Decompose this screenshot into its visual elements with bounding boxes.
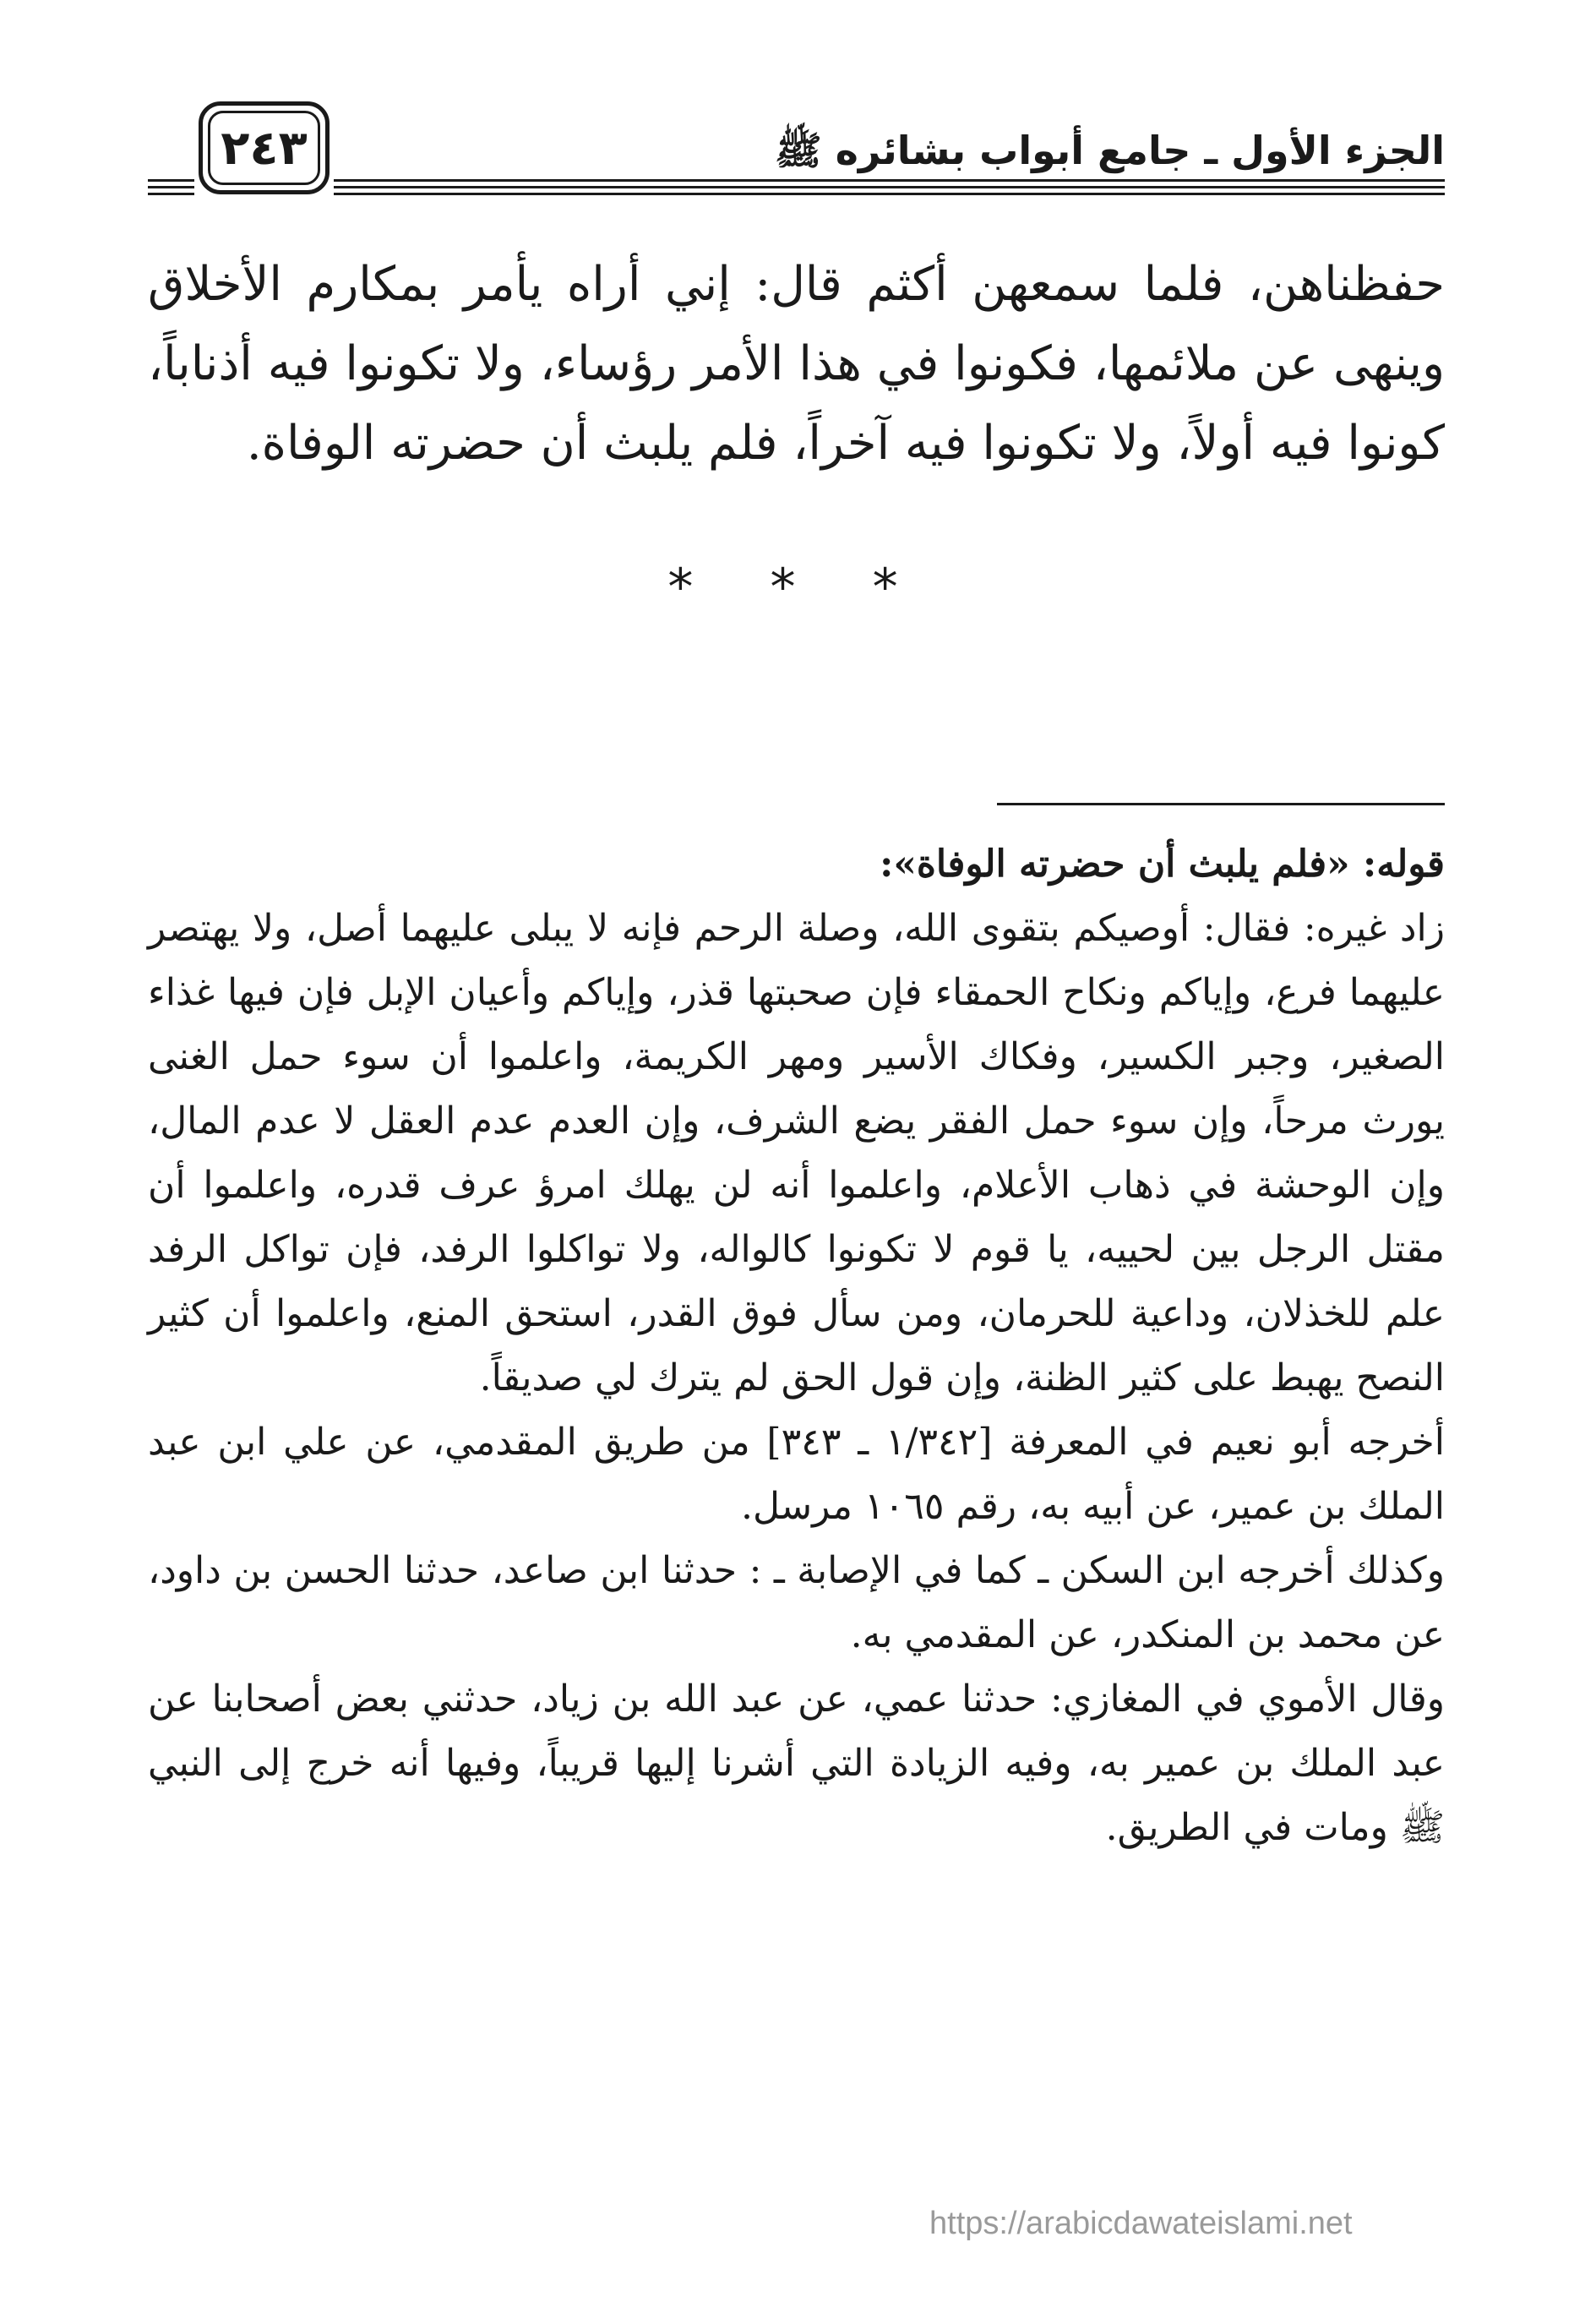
footnotes xyxy=(148,832,1445,1860)
page-header xyxy=(148,101,1445,194)
header-rule-left xyxy=(148,179,194,182)
section-separator: * * * xyxy=(667,558,929,617)
watermark-url: https://arabicdawateislami.net xyxy=(929,2206,1353,2241)
footnote-paragraph: وكذلك أخرجه ابن السكن ـ كما في الإصابة ـ : حدثنا ابن صاعد، حدثنا الحسن بن داود، عن محمد بن المنكدر، عن المقدمي به. xyxy=(148,1549,1445,1656)
footnote-paragraph: أخرجه أبو نعيم في المعرفة [١/٣٤٢ ـ ٣٤٣] من طريق المقدمي، عن علي ابن عبد الملك بن عمير، عن أبيه به، رقم ١٠٦٥ مرسل. xyxy=(148,1421,1445,1528)
header-rule-left xyxy=(148,193,194,195)
header-rule xyxy=(334,193,1445,195)
header-rule xyxy=(334,179,1445,182)
footnote-heading: قوله: «فلم يلبث أن حضرته الوفاة»: xyxy=(880,843,1445,886)
footnote-rule xyxy=(997,803,1445,805)
page-number-frame xyxy=(199,101,330,194)
main-text: حفظناهن، فلما سمعهن أكثم قال: إني أراه يأمر بمكارم الأخلاق وينهى عن ملائمها، فكونوا في هذا الأمر رؤساء، ولا تكونوا فيه أذناباً، كونوا فيه أولاً، ولا تكونوا فيه آخراً، فلم يلبث أن حضرته الوفاة. xyxy=(148,257,1445,471)
running-title: الجزء الأول ـ جامع أبواب بشائره ﷺ xyxy=(775,128,1445,173)
footnote-paragraph: زاد غيره: فقال: أوصيكم بتقوى الله، وصلة الرحم فإنه لا يبلى عليهما أصل، ولا يهتصر عليهما فرع، وإياكم ونكاح الحمقاء فإن صحبتها قذر، وإياكم وأعيان الإبل فإن فيها غذاء الصغير، وجبر الكسير، وفكاك الأسير ومهر الكريمة، واعلموا أن سوء حمل الغنى يورث مرحاً، وإن سوء حمل الفقر يضع الشرف، وإن العدم عدم العقل لا عدم المال، وإن الوحشة في ذهاب الأعلام، واعلموا أنه لن يهلك امرؤ عرف قدره، واعلموا أن مقتل الرجل بين لحييه، يا قوم لا تكونوا كالواله، ولا تواكلوا الرفد، فإن تواكل الرفد علم للخذلان، وداعية للحرمان، ومن سأل فوق القدر، استحق المنع، واعلموا أن كثير النصح يهبط على كثير الظنة، وإن قول الحق لم يترك لي صديقاً. xyxy=(148,907,1445,1399)
page-number: ٢٤٣ xyxy=(208,111,320,185)
header-rule xyxy=(334,186,1445,188)
footnote-paragraph: وقال الأموي في المغازي: حدثنا عمي، عن عبد الله بن زياد، حدثني بعض أصحابنا عن عبد الملك بن عمير به، وفيه الزيادة التي أشرنا إليها قريباً، وفيها أنه خرج إلى النبي ﷺ ومات في الطريق. xyxy=(148,1678,1445,1849)
header-rule-left xyxy=(148,186,194,188)
